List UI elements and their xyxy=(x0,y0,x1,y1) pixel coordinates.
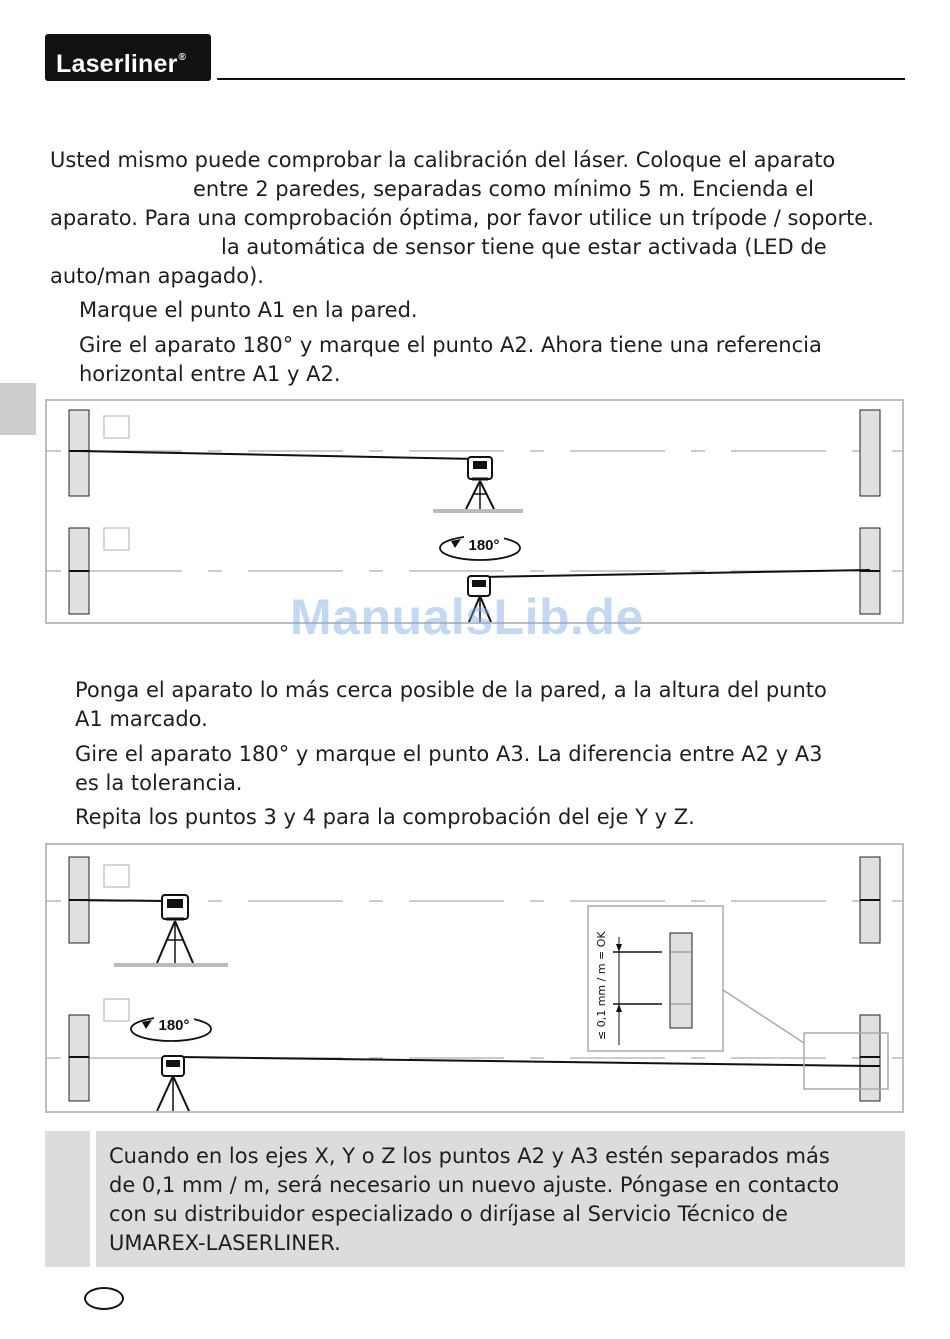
wall-right-top xyxy=(860,410,880,496)
step-line: A1 marcado. xyxy=(75,707,208,731)
laser-beam xyxy=(79,900,165,901)
step-line: Ponga el aparato lo más cerca posible de la pared, a la altura del punto xyxy=(75,678,827,702)
rotation-label: 180° xyxy=(468,537,500,554)
step-repeat-axes xyxy=(75,803,875,832)
wall-left-bottom xyxy=(69,1015,89,1101)
language-badge xyxy=(84,1287,124,1310)
floor-line xyxy=(433,509,523,513)
brand-logo xyxy=(45,34,211,81)
intro-line: la automática de sensor tiene que estar activada (LED de xyxy=(221,235,827,259)
note-line: Cuando en los ejes X, Y o Z los puntos A2 y A3 estén separados más xyxy=(109,1144,830,1168)
step-line: Gire el aparato 180° y marque el punto A2. Ahora tiene una referencia xyxy=(79,333,822,357)
intro-paragraph xyxy=(50,146,900,291)
tolerance-detail-box xyxy=(588,906,723,1051)
brand-name: Laserliner xyxy=(56,50,178,78)
step-mark-a1 xyxy=(79,296,879,325)
section-tab xyxy=(0,383,36,435)
note-marker xyxy=(45,1131,90,1267)
wall-right-bottom xyxy=(860,1015,880,1101)
intro-line: Usted mismo puede comprobar la calibración del láser. Coloque el aparato xyxy=(50,148,836,172)
watermark: ManualsLib.de xyxy=(290,589,644,645)
step-number-box xyxy=(104,865,129,887)
intro-line: auto/man apagado). xyxy=(50,264,264,288)
zoom-connector xyxy=(723,990,804,1043)
step-line: Marque el punto A1 en la pared. xyxy=(79,298,418,322)
step-line: es la tolerancia. xyxy=(75,771,243,795)
step-number-box xyxy=(104,528,129,550)
diagram-tolerance-check xyxy=(45,843,904,1113)
note-box xyxy=(96,1131,905,1267)
step-line: Repita los puntos 3 y 4 para la comprobación del eje Y y Z. xyxy=(75,805,695,829)
tolerance-label: ≤ 0,1 mm / m = OK xyxy=(595,931,608,1040)
wall-left-bottom xyxy=(69,528,89,614)
registered-mark: ® xyxy=(178,52,187,63)
note-line: de 0,1 mm / m, será necesario un nuevo ajuste. Póngase en contacto xyxy=(109,1173,840,1197)
laser-beam xyxy=(79,451,477,459)
step-line: Gire el aparato 180° y marque el punto A3. La diferencia entre A2 y A3 xyxy=(75,742,823,766)
laser-level-device xyxy=(157,895,193,963)
step-number-box xyxy=(104,999,129,1021)
intro-line: entre 2 paredes, separadas como mínimo 5 m. Encienda el xyxy=(193,177,814,201)
step-line: horizontal entre A1 y A2. xyxy=(79,362,341,386)
intro-line: aparato. Para una comprobación óptima, por favor utilice un trípode / soporte. xyxy=(50,206,874,230)
step-number-box xyxy=(104,416,129,438)
wall-right-top xyxy=(860,857,880,943)
step-place-near-wall xyxy=(75,676,875,734)
step-rotate-a3 xyxy=(75,740,875,798)
header-rule xyxy=(217,78,905,80)
wall-left-top xyxy=(69,410,89,496)
step-rotate-a2 xyxy=(79,331,879,389)
note-line: UMAREX-LASERLINER. xyxy=(109,1231,341,1255)
note-line: con su distribuidor especializado o diríjase al Servicio Técnico de xyxy=(109,1202,788,1226)
rotation-label: 180° xyxy=(158,1017,190,1034)
laser-level-device xyxy=(157,1056,189,1111)
floor-line xyxy=(114,963,228,967)
laser-level-device xyxy=(466,457,494,509)
